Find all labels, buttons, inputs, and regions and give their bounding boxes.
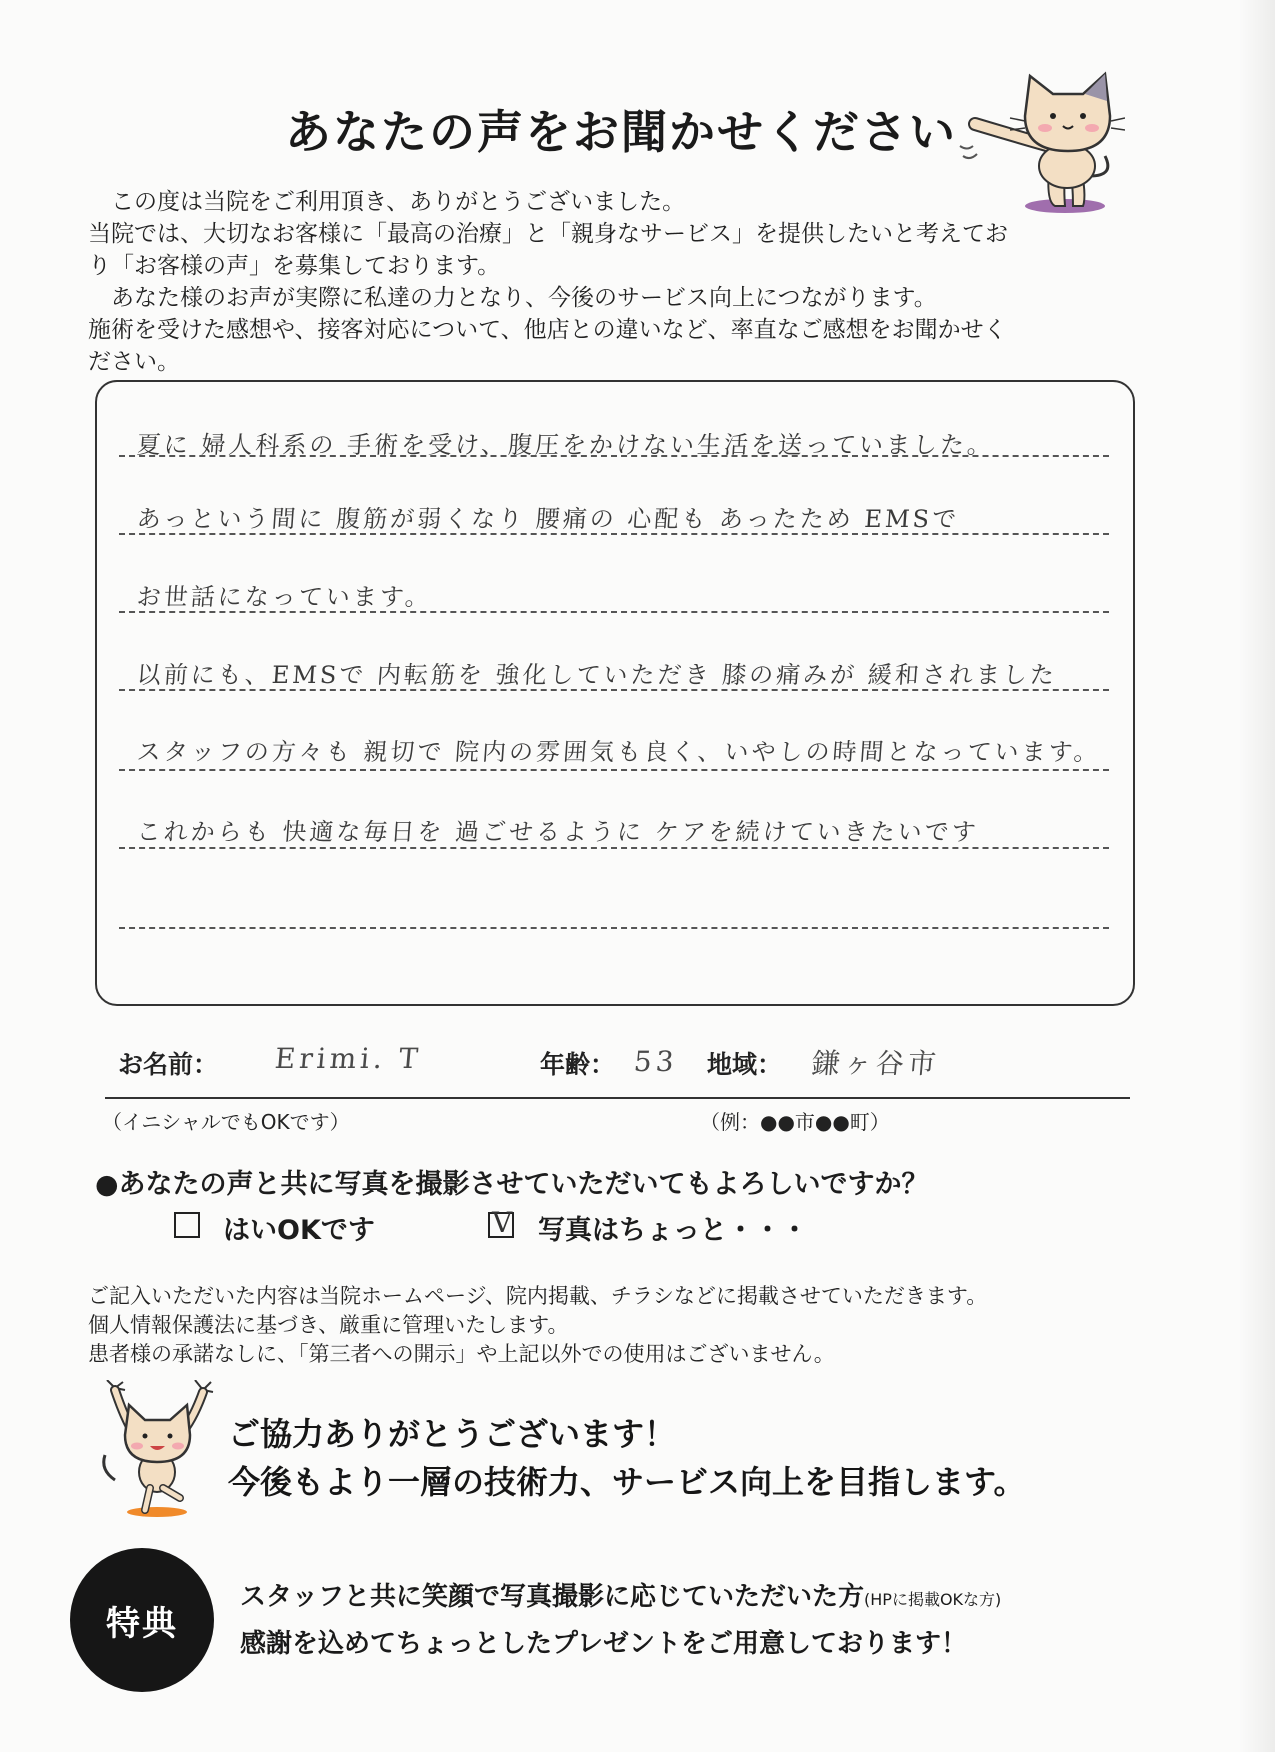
intro-line: 当院では、大切なお客様に「最高の治療」と「親身なサービス」を提供したいと考えてお [88, 221, 1008, 247]
intro-line: り「お客様の声」を募集しております。 [88, 253, 501, 279]
yes-checkbox[interactable] [174, 1212, 200, 1238]
page-title: あなたの声をお聞かせください [285, 105, 957, 159]
area-note: （例：●●市●●町） [700, 1110, 890, 1134]
comment-line: これからも 快適な毎日を 過ごせるように ケアを続けていきたいです [135, 818, 980, 846]
option-yes-label: はいOKです [223, 1215, 375, 1246]
tokuten-label: 特典 [106, 1603, 178, 1644]
comment-line: お世話になっています。 [135, 583, 433, 611]
thanks-message [228, 1410, 1025, 1506]
ruled-line [119, 847, 1109, 849]
area-value[interactable]: 鎌ヶ谷市 [810, 1047, 942, 1080]
comment-line: 以前にも、EMSで 内転筋を 強化していただき 膝の痛みが 緩和されました [135, 661, 1058, 689]
photo-question: ●あなたの声と共に写真を撮影させていただいてもよろしいですか？ [95, 1169, 929, 1200]
intro-line: ださい。 [88, 349, 180, 375]
name-label: お名前： [118, 1050, 219, 1079]
intro-text [88, 186, 1138, 378]
intro-line: この度は当院をご利用頂き、ありがとうございました。 [88, 189, 686, 215]
comment-line: スタッフの方々も 親切で 院内の雰囲気も良く、いやしの時間となっています。 [135, 738, 1102, 766]
tokuten-badge [70, 1548, 214, 1692]
bonus-line1: スタッフと共に笑顔で写真撮影に応じていただいた方 [240, 1582, 865, 1612]
thanks-line: ご協力ありがとうございます！ [228, 1415, 677, 1453]
comment-line: あっという間に 腹筋が弱くなり 腰痛の 心配も あったため EMSで [135, 505, 961, 533]
name-value[interactable]: Erimi. T [273, 1042, 424, 1075]
area-label: 地域： [707, 1050, 783, 1079]
ruled-line [119, 769, 1109, 771]
comment-line: 夏に 婦人科系の 手術を受け、腹圧をかけない生活を送っていました。 [135, 431, 996, 459]
intro-line: あなた様のお声が実際に私達の力となり、今後のサービス向上につながります。 [88, 285, 937, 311]
privacy-line: 個人情報保護法に基づき、厳重に管理いたします。 [88, 1313, 569, 1337]
bonus-line1-note: (HPに掲載OKな方) [864, 1590, 1002, 1609]
name-note: （イニシャルでもOKです） [102, 1110, 350, 1134]
ruled-line [119, 455, 1109, 457]
check-mark: V [492, 1206, 513, 1239]
cheering-cat-icon [95, 1380, 225, 1520]
thanks-line: 今後もより一層の技術力、サービス向上を目指します。 [228, 1463, 1026, 1501]
form-rule [105, 1097, 1130, 1099]
age-value[interactable]: 53 [632, 1045, 680, 1078]
option-no-label: 写真はちょっと・・・ [538, 1215, 808, 1246]
intro-line: 施術を受けた感想や、接客対応について、他店との違いなど、率直なご感想をお聞かせく [88, 317, 1007, 343]
bonus-line [240, 1575, 1001, 1622]
privacy-line: ご記入いただいた内容は当院ホームページ、院内掲載、チラシなどに掲載させていただきます。 [88, 1284, 988, 1308]
ruled-line [119, 611, 1109, 613]
age-label: 年齢： [540, 1050, 616, 1079]
privacy-line: 患者様の承諾なしに、「第三者への開示」や上記以外での使用はございません。 [88, 1342, 835, 1366]
ruled-line [119, 927, 1109, 929]
comment-box[interactable] [95, 380, 1135, 1006]
ruled-line [119, 533, 1109, 535]
bonus-text [240, 1575, 1001, 1666]
scan-edge-shadow [1239, 0, 1275, 1752]
privacy-notice [88, 1282, 1168, 1369]
ruled-line [119, 689, 1109, 691]
bonus-line2: 感謝を込めてちょっとしたプレゼントをご用意しております！ [240, 1629, 967, 1659]
